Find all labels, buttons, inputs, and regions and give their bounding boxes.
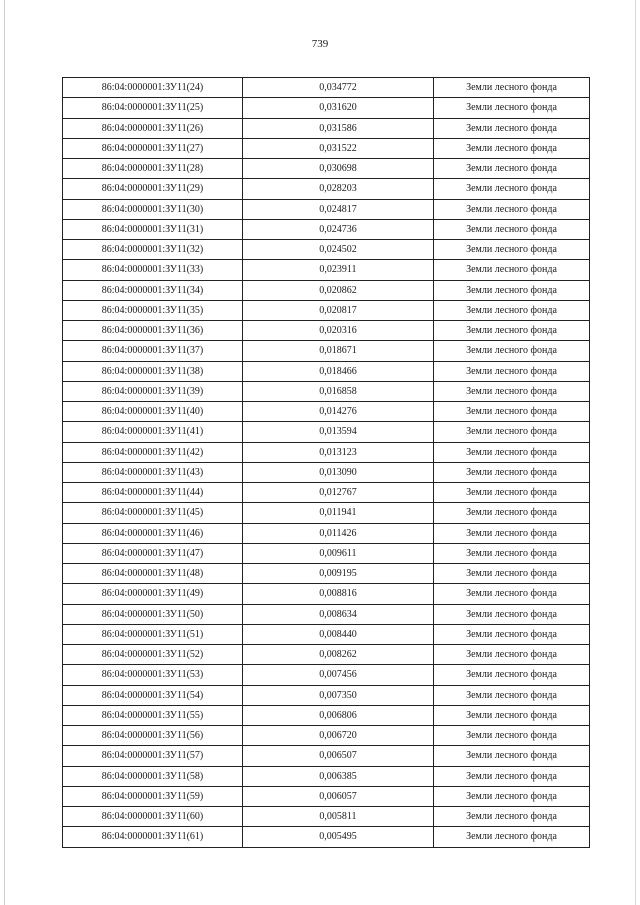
land-category-cell: Земли лесного фонда	[434, 685, 590, 705]
table-row	[63, 766, 590, 786]
area-cell: 0,016858	[243, 381, 434, 401]
table-row	[63, 483, 590, 503]
land-category-cell: Земли лесного фонда	[434, 280, 590, 300]
land-category-cell: Земли лесного фонда	[434, 827, 590, 847]
table-row	[63, 604, 590, 624]
cadastral-number-cell: 86:04:0000001:ЗУ11(59)	[63, 786, 243, 806]
cadastral-number-cell: 86:04:0000001:ЗУ11(45)	[63, 503, 243, 523]
area-cell: 0,024736	[243, 219, 434, 239]
land-category-cell: Земли лесного фонда	[434, 260, 590, 280]
cadastral-number-cell: 86:04:0000001:ЗУ11(47)	[63, 543, 243, 563]
land-category-cell: Земли лесного фонда	[434, 240, 590, 260]
area-cell: 0,006507	[243, 746, 434, 766]
cadastral-number-cell: 86:04:0000001:ЗУ11(39)	[63, 381, 243, 401]
cadastral-number-cell: 86:04:0000001:ЗУ11(38)	[63, 361, 243, 381]
area-cell: 0,006385	[243, 766, 434, 786]
cadastral-number-cell: 86:04:0000001:ЗУ11(55)	[63, 705, 243, 725]
table-row	[63, 422, 590, 442]
cadastral-number-cell: 86:04:0000001:ЗУ11(26)	[63, 118, 243, 138]
land-category-cell: Земли лесного фонда	[434, 422, 590, 442]
area-cell: 0,008634	[243, 604, 434, 624]
area-cell: 0,031522	[243, 138, 434, 158]
land-category-cell: Земли лесного фонда	[434, 726, 590, 746]
table-row	[63, 807, 590, 827]
table-row	[63, 523, 590, 543]
area-cell: 0,031620	[243, 98, 434, 118]
table-row	[63, 300, 590, 320]
area-cell: 0,013594	[243, 422, 434, 442]
cadastral-number-cell: 86:04:0000001:ЗУ11(33)	[63, 260, 243, 280]
cadastral-number-cell: 86:04:0000001:ЗУ11(42)	[63, 442, 243, 462]
area-cell: 0,009195	[243, 564, 434, 584]
cadastral-number-cell: 86:04:0000001:ЗУ11(37)	[63, 341, 243, 361]
table-row	[63, 341, 590, 361]
cadastral-number-cell: 86:04:0000001:ЗУ11(29)	[63, 179, 243, 199]
land-category-cell: Земли лесного фонда	[434, 462, 590, 482]
land-category-cell: Земли лесного фонда	[434, 300, 590, 320]
area-cell: 0,020817	[243, 300, 434, 320]
land-category-cell: Земли лесного фонда	[434, 705, 590, 725]
cadastral-number-cell: 86:04:0000001:ЗУ11(30)	[63, 199, 243, 219]
cadastral-number-cell: 86:04:0000001:ЗУ11(32)	[63, 240, 243, 260]
area-cell: 0,012767	[243, 483, 434, 503]
land-category-cell: Земли лесного фонда	[434, 584, 590, 604]
area-cell: 0,014276	[243, 402, 434, 422]
table-row	[63, 321, 590, 341]
area-cell: 0,023911	[243, 260, 434, 280]
table-row	[63, 827, 590, 847]
area-cell: 0,018671	[243, 341, 434, 361]
area-cell: 0,013090	[243, 462, 434, 482]
cadastral-number-cell: 86:04:0000001:ЗУ11(35)	[63, 300, 243, 320]
cadastral-number-cell: 86:04:0000001:ЗУ11(58)	[63, 766, 243, 786]
area-cell: 0,031586	[243, 118, 434, 138]
cadastral-number-cell: 86:04:0000001:ЗУ11(61)	[63, 827, 243, 847]
table-row	[63, 645, 590, 665]
land-category-cell: Земли лесного фонда	[434, 645, 590, 665]
page-number: 739	[311, 38, 329, 50]
page-edge-right	[635, 0, 636, 905]
cadastral-number-cell: 86:04:0000001:ЗУ11(36)	[63, 321, 243, 341]
cadastral-number-cell: 86:04:0000001:ЗУ11(24)	[63, 78, 243, 98]
area-cell: 0,009611	[243, 543, 434, 563]
table-row	[63, 219, 590, 239]
cadastral-number-cell: 86:04:0000001:ЗУ11(25)	[63, 98, 243, 118]
land-category-cell: Земли лесного фонда	[434, 321, 590, 341]
area-cell: 0,020862	[243, 280, 434, 300]
table-row	[63, 564, 590, 584]
table-row	[63, 280, 590, 300]
area-cell: 0,024817	[243, 199, 434, 219]
land-category-cell: Земли лесного фонда	[434, 807, 590, 827]
cadastral-number-cell: 86:04:0000001:ЗУ11(41)	[63, 422, 243, 442]
land-category-cell: Земли лесного фонда	[434, 786, 590, 806]
cadastral-number-cell: 86:04:0000001:ЗУ11(40)	[63, 402, 243, 422]
cadastral-number-cell: 86:04:0000001:ЗУ11(44)	[63, 483, 243, 503]
table-row	[63, 361, 590, 381]
table-row	[63, 138, 590, 158]
cadastral-number-cell: 86:04:0000001:ЗУ11(49)	[63, 584, 243, 604]
land-category-cell: Земли лесного фонда	[434, 138, 590, 158]
table-row	[63, 624, 590, 644]
cadastral-number-cell: 86:04:0000001:ЗУ11(54)	[63, 685, 243, 705]
table-row	[63, 665, 590, 685]
land-category-cell: Земли лесного фонда	[434, 604, 590, 624]
area-cell: 0,005495	[243, 827, 434, 847]
table-row	[63, 159, 590, 179]
land-category-cell: Земли лесного фонда	[434, 503, 590, 523]
land-category-cell: Земли лесного фонда	[434, 219, 590, 239]
cadastral-number-cell: 86:04:0000001:ЗУ11(50)	[63, 604, 243, 624]
land-category-cell: Земли лесного фонда	[434, 402, 590, 422]
cadastral-number-cell: 86:04:0000001:ЗУ11(43)	[63, 462, 243, 482]
cadastral-number-cell: 86:04:0000001:ЗУ11(60)	[63, 807, 243, 827]
area-cell: 0,013123	[243, 442, 434, 462]
table-row	[63, 746, 590, 766]
land-category-cell: Земли лесного фонда	[434, 199, 590, 219]
table-row	[63, 118, 590, 138]
area-cell: 0,006057	[243, 786, 434, 806]
land-category-cell: Земли лесного фонда	[434, 564, 590, 584]
table-row	[63, 260, 590, 280]
table-row	[63, 240, 590, 260]
area-cell: 0,028203	[243, 179, 434, 199]
land-plots-table	[62, 77, 590, 848]
table-row	[63, 402, 590, 422]
cadastral-number-cell: 86:04:0000001:ЗУ11(27)	[63, 138, 243, 158]
area-cell: 0,007456	[243, 665, 434, 685]
cadastral-number-cell: 86:04:0000001:ЗУ11(31)	[63, 219, 243, 239]
land-category-cell: Земли лесного фонда	[434, 118, 590, 138]
land-category-cell: Земли лесного фонда	[434, 381, 590, 401]
area-cell: 0,024502	[243, 240, 434, 260]
area-cell: 0,034772	[243, 78, 434, 98]
table-row	[63, 584, 590, 604]
table-row	[63, 98, 590, 118]
table-row	[63, 199, 590, 219]
cadastral-number-cell: 86:04:0000001:ЗУ11(48)	[63, 564, 243, 584]
table-row	[63, 786, 590, 806]
land-category-cell: Земли лесного фонда	[434, 766, 590, 786]
table-body	[63, 78, 590, 848]
land-category-cell: Земли лесного фонда	[434, 98, 590, 118]
cadastral-number-cell: 86:04:0000001:ЗУ11(51)	[63, 624, 243, 644]
land-category-cell: Земли лесного фонда	[434, 543, 590, 563]
area-cell: 0,018466	[243, 361, 434, 381]
cadastral-number-cell: 86:04:0000001:ЗУ11(46)	[63, 523, 243, 543]
area-cell: 0,011941	[243, 503, 434, 523]
table-row	[63, 442, 590, 462]
table-row	[63, 543, 590, 563]
area-cell: 0,006720	[243, 726, 434, 746]
area-cell: 0,008262	[243, 645, 434, 665]
land-category-cell: Земли лесного фонда	[434, 361, 590, 381]
land-category-cell: Земли лесного фонда	[434, 665, 590, 685]
cadastral-number-cell: 86:04:0000001:ЗУ11(53)	[63, 665, 243, 685]
land-category-cell: Земли лесного фонда	[434, 523, 590, 543]
cadastral-number-cell: 86:04:0000001:ЗУ11(57)	[63, 746, 243, 766]
table-row	[63, 726, 590, 746]
land-category-cell: Земли лесного фонда	[434, 624, 590, 644]
land-category-cell: Земли лесного фонда	[434, 746, 590, 766]
table-row	[63, 462, 590, 482]
area-cell: 0,008816	[243, 584, 434, 604]
table-row	[63, 685, 590, 705]
table-row	[63, 503, 590, 523]
cadastral-number-cell: 86:04:0000001:ЗУ11(28)	[63, 159, 243, 179]
area-cell: 0,008440	[243, 624, 434, 644]
table-row	[63, 78, 590, 98]
table-row	[63, 381, 590, 401]
cadastral-number-cell: 86:04:0000001:ЗУ11(34)	[63, 280, 243, 300]
area-cell: 0,007350	[243, 685, 434, 705]
area-cell: 0,020316	[243, 321, 434, 341]
cadastral-number-cell: 86:04:0000001:ЗУ11(56)	[63, 726, 243, 746]
area-cell: 0,006806	[243, 705, 434, 725]
land-category-cell: Земли лесного фонда	[434, 159, 590, 179]
area-cell: 0,011426	[243, 523, 434, 543]
land-category-cell: Земли лесного фонда	[434, 341, 590, 361]
table-row	[63, 179, 590, 199]
land-category-cell: Земли лесного фонда	[434, 442, 590, 462]
land-category-cell: Земли лесного фонда	[434, 78, 590, 98]
land-category-cell: Земли лесного фонда	[434, 483, 590, 503]
page-edge-left	[4, 0, 5, 905]
area-cell: 0,030698	[243, 159, 434, 179]
cadastral-number-cell: 86:04:0000001:ЗУ11(52)	[63, 645, 243, 665]
land-category-cell: Земли лесного фонда	[434, 179, 590, 199]
table-row	[63, 705, 590, 725]
area-cell: 0,005811	[243, 807, 434, 827]
